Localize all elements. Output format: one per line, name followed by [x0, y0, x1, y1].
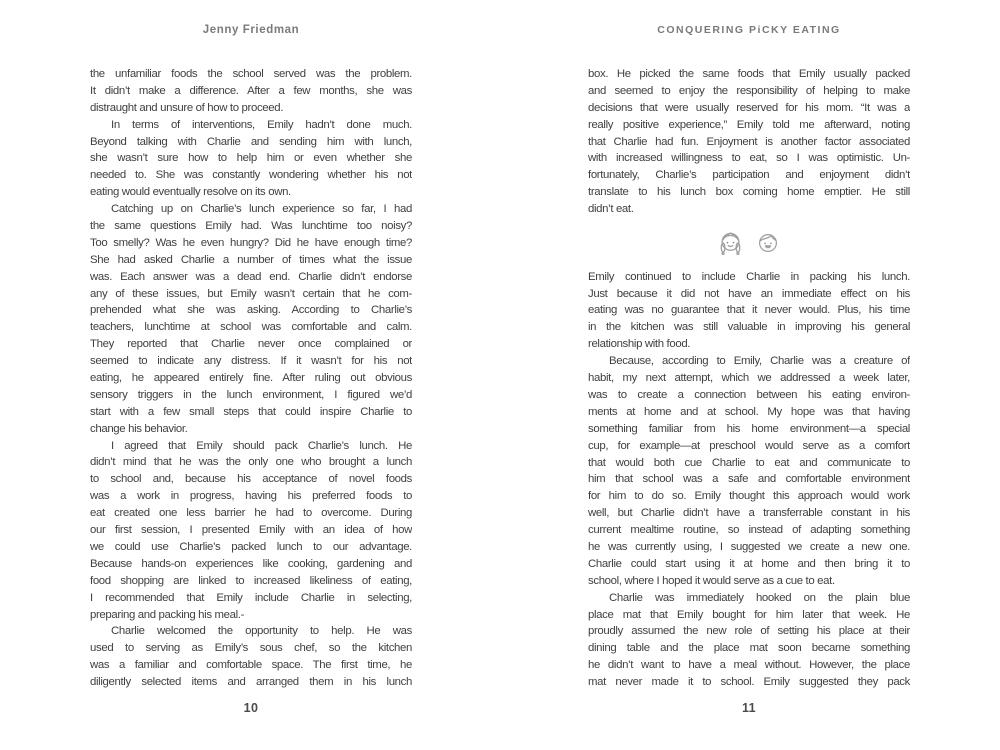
text-line: distraught and unsure of how to proceed.: [90, 101, 284, 114]
text-line: the same questions Emily had. Was lunchtime too noisy?: [90, 220, 412, 233]
text-line: food shopping are linked to increased likeliness of eating,: [90, 574, 412, 587]
text-line: relationship with food.: [588, 338, 691, 351]
text-line: was a work in progress, having his preferred foods to: [90, 490, 412, 503]
text-line: Charlie could start using it at home and then bring it to: [588, 557, 910, 570]
text-line: that would both cue Charlie to eat and communicate to: [588, 456, 910, 469]
text-line: our first session, I presented Emily with an idea of how: [90, 524, 412, 537]
text-line: was to create a connection between his eating environ-: [588, 388, 910, 401]
page-left: [90, 0, 412, 750]
text-line: Too smelly? Was he even hungry? Did he have enough time?: [90, 236, 412, 249]
text-line: we could use Charlie’s packed lunch to our advantage.: [90, 540, 412, 553]
text-line: dining table and the place mat soon became something: [588, 642, 910, 655]
text-line: Beyond talking with Charlie and sending him with lunch,: [90, 135, 412, 148]
text-line: was a familiar and comfortable space. The first time, he: [90, 659, 412, 672]
text-line: Just because it did not have an immediate effect on his: [588, 287, 910, 300]
text-line: eating, he appeared entirely fine. After ruling out obvious: [90, 372, 412, 385]
text-line: Catching up on Charlie’s lunch experience so far, I had: [111, 203, 412, 216]
page-right: [588, 0, 910, 750]
girl-face-icon: [716, 228, 745, 259]
text-line: sensory triggers in the lunch environment, I figured we’d: [90, 388, 412, 401]
text-line: In terms of interventions, Emily hadn’t done much.: [111, 118, 412, 131]
text-line: preparing and packing his meal.-: [90, 608, 245, 621]
text-line: current mealtime routine, so instead of adapting something: [588, 524, 910, 537]
text-line: I agreed that Emily should pack Charlie’s lunch. He: [111, 439, 412, 452]
text-line: Charlie was immediately hooked on the plain blue: [609, 591, 910, 604]
running-head-book-title: CONQUERING PiCKY EATING: [657, 24, 841, 36]
text-line: Charlie welcomed the opportunity to help. He was: [111, 625, 412, 638]
text-line: start with a few small steps that could inspire Charlie to: [90, 405, 412, 418]
text-line: needed to. She was constantly wondering whether his not: [90, 169, 412, 182]
text-line: habit, my next attempt, which we addressed a week later,: [588, 372, 910, 385]
running-head-author: Jenny Friedman: [202, 24, 300, 36]
text-line: he didn’t want to have a meal without. However, the place: [588, 659, 910, 672]
boy-face-icon: [754, 229, 782, 257]
text-line: Because hands-on experiences like cooking, gardening and: [90, 557, 412, 570]
left-text-column: [90, 66, 412, 691]
text-line: in the kitchen was still valuable in improving his general: [588, 321, 910, 334]
text-line: proudly assumed the new role of setting his place at their: [588, 625, 910, 638]
text-line: eat created one less barrier he had to overcome. During: [90, 507, 412, 520]
text-line: Emily continued to include Charlie in packing his lunch.: [588, 270, 910, 283]
text-line: fortunately, Charlie’s participation and enjoyment didn’t: [588, 169, 910, 182]
section-break-icons: [588, 218, 910, 269]
text-line: diligently selected items and arranged them in his lunch: [90, 676, 412, 689]
text-line: for him to do so. Emily thought this approach would work: [588, 490, 910, 503]
text-line: cup, for example—at preschool would serve as a comfort: [588, 439, 910, 452]
text-line: It didn’t make a difference. After a few months, she was: [90, 84, 412, 97]
text-line: box. He picked the same foods that Emily usually packed: [588, 68, 910, 80]
text-line: any of these issues, but Emily wasn’t certain that he com-: [90, 287, 412, 300]
text-line: well, but Charlie didn’t have a transferrable constant in his: [588, 507, 910, 520]
text-line: place mat that Emily bought for him later that week. He: [588, 608, 910, 621]
text-line: eating would eventually resolve on its own.: [90, 186, 291, 199]
text-line: I recommended that Emily include Charlie in selecting,: [90, 591, 412, 604]
text-line: used to serving as Emily’s sous chef, so the kitchen: [90, 642, 412, 655]
text-line: didn’t mind that he was the only one who brought a lunch: [90, 456, 412, 469]
text-line: ments at home and at school. My hope was that having: [588, 405, 910, 418]
text-line: change his behavior.: [90, 422, 188, 435]
page-number-right: 11: [741, 701, 756, 715]
text-line: she wasn’t sure how to help him or even whether she: [90, 152, 412, 165]
text-line: that Charlie had fun. Enjoyment is another factor associated: [588, 135, 910, 148]
text-line: he was currently using, I suggested we create a new one.: [588, 540, 910, 553]
text-line: prehended what she was asking. According to Charlie’s: [90, 304, 412, 317]
text-line: seemed to indicate any distress. If it wasn’t for his not: [90, 355, 412, 368]
text-line: Because, according to Emily, Charlie was a creature of: [609, 355, 910, 368]
text-line: didn’t eat.: [588, 203, 634, 216]
text-line: was. Each answer was a dead end. Charlie didn’t endorse: [90, 270, 412, 283]
text-line: the unfamiliar foods the school served was the problem.: [90, 68, 412, 80]
text-line: translate to his lunch box coming home emptier. He still: [588, 186, 910, 199]
text-line: They reported that Charlie never once complained or: [90, 338, 412, 351]
text-line: something familiar from his home environment—a special: [588, 422, 910, 435]
text-line: eating was no guarantee that it never would. Plus, his time: [588, 304, 910, 317]
text-line: and seemed to enjoy the responsibility of helping to make: [588, 84, 910, 97]
text-line: mat never made it to school. Emily suggested they pack: [588, 676, 910, 689]
right-text-column: [588, 66, 910, 691]
text-line: school, where I hoped it would serve as a cue to eat.: [588, 574, 835, 587]
page-number-left: 10: [243, 701, 259, 715]
text-line: teachers, lunchtime at school was comfortable and calm.: [90, 321, 412, 334]
text-line: decisions that were usually reserved for his mom. “It was a: [588, 101, 910, 114]
text-line: with increased willingness to eat, so I was optimistic. Un-: [588, 152, 910, 165]
text-line: to school and, because his acceptance of novel foods: [90, 473, 412, 486]
text-line: really positive experience,” Emily told me afterward, noting: [588, 118, 910, 131]
text-line: She had asked Charlie a number of times what the issue: [90, 253, 412, 266]
text-line: him that school was a safe and comfortable environment: [588, 473, 910, 486]
